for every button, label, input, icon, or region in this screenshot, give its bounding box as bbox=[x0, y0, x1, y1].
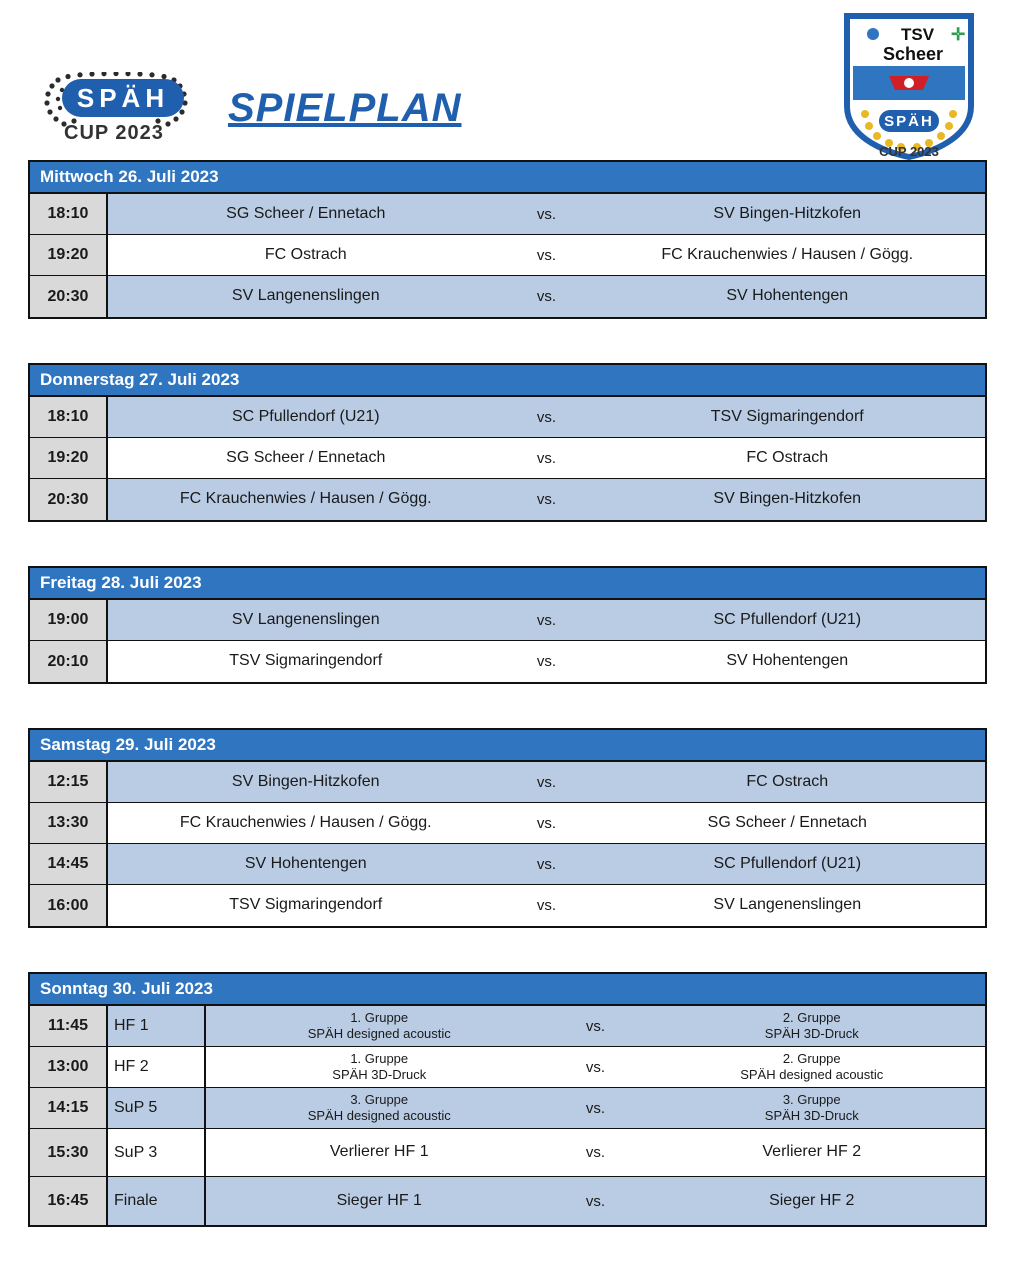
match-stage-label: SuP 3 bbox=[108, 1129, 206, 1176]
speah-cup-year: CUP 2023 bbox=[64, 122, 164, 144]
day-block-donnerstag bbox=[28, 363, 987, 522]
match-time: 18:10 bbox=[30, 194, 108, 234]
vs-label: vs. bbox=[553, 1006, 639, 1046]
table-row bbox=[30, 235, 985, 276]
match-stage-label: HF 1 bbox=[108, 1006, 206, 1046]
svg-text:TSV: TSV bbox=[901, 25, 935, 44]
home-team: TSV Sigmaringendorf bbox=[108, 641, 504, 682]
vs-label: vs. bbox=[504, 438, 590, 478]
table-row bbox=[30, 762, 985, 803]
table-row bbox=[30, 1177, 985, 1225]
away-team: TSV Sigmaringendorf bbox=[590, 397, 986, 437]
day-header: Mittwoch 26. Juli 2023 bbox=[30, 162, 985, 194]
away-team: SV Hohentengen bbox=[590, 276, 986, 317]
home-team: FC Krauchenwies / Hausen / Gögg. bbox=[108, 803, 504, 843]
home-team: SC Pfullendorf (U21) bbox=[108, 397, 504, 437]
vs-label: vs. bbox=[553, 1177, 639, 1225]
vs-label: vs. bbox=[504, 397, 590, 437]
vs-label: vs. bbox=[553, 1088, 639, 1128]
vs-label: vs. bbox=[504, 235, 590, 275]
away-team: SV Hohentengen bbox=[590, 641, 986, 682]
away-team: SV Bingen-Hitzkofen bbox=[590, 479, 986, 520]
speah-wordmark: SPÄH bbox=[62, 79, 184, 117]
tsv-scheer-crest-icon bbox=[843, 10, 975, 160]
away-team-line1: 2. Gruppe bbox=[782, 1050, 841, 1066]
day-block-freitag bbox=[28, 566, 987, 684]
home-team: FC Ostrach bbox=[108, 235, 504, 275]
away-team-line1: 2. Gruppe bbox=[782, 1009, 841, 1025]
table-row bbox=[30, 194, 985, 235]
vs-label: vs. bbox=[553, 1129, 639, 1176]
spacer bbox=[0, 684, 1015, 728]
home-team bbox=[206, 1047, 553, 1087]
day-block-mittwoch bbox=[28, 160, 987, 319]
home-team: SG Scheer / Ennetach bbox=[108, 194, 504, 234]
match-time: 19:20 bbox=[30, 235, 108, 275]
home-team: SV Bingen-Hitzkofen bbox=[108, 762, 504, 802]
home-team: SV Langenenslingen bbox=[108, 276, 504, 317]
vs-label: vs. bbox=[504, 885, 590, 926]
home-team-line1: 1. Gruppe bbox=[350, 1009, 409, 1025]
svg-text:Scheer: Scheer bbox=[883, 44, 944, 64]
home-team: SV Hohentengen bbox=[108, 844, 504, 884]
day-block-samstag bbox=[28, 728, 987, 928]
match-time: 14:15 bbox=[30, 1088, 108, 1128]
vs-label: vs. bbox=[504, 194, 590, 234]
home-team: SV Langenenslingen bbox=[108, 600, 504, 640]
home-team-line1: 1. Gruppe bbox=[350, 1050, 409, 1066]
away-team bbox=[639, 1047, 986, 1087]
match-time: 13:00 bbox=[30, 1047, 108, 1087]
table-row bbox=[30, 885, 985, 926]
match-time: 18:10 bbox=[30, 397, 108, 437]
home-team: TSV Sigmaringendorf bbox=[108, 885, 504, 926]
home-team-line1: 3. Gruppe bbox=[350, 1091, 409, 1107]
home-team-line2: SPÄH designed acoustic bbox=[307, 1108, 451, 1123]
match-time: 16:00 bbox=[30, 885, 108, 926]
match-stage-label: Finale bbox=[108, 1177, 206, 1225]
table-row bbox=[30, 1088, 985, 1129]
table-row bbox=[30, 1047, 985, 1088]
table-row bbox=[30, 1129, 985, 1177]
away-team-line2: SPÄH designed acoustic bbox=[740, 1067, 884, 1082]
table-row bbox=[30, 600, 985, 641]
table-row bbox=[30, 438, 985, 479]
home-team: FC Krauchenwies / Hausen / Gögg. bbox=[108, 479, 504, 520]
vs-label: vs. bbox=[504, 276, 590, 317]
home-team: Sieger HF 1 bbox=[206, 1177, 553, 1225]
day-header: Donnerstag 27. Juli 2023 bbox=[30, 365, 985, 397]
page-title: SPIELPLAN bbox=[228, 86, 462, 130]
match-time: 20:30 bbox=[30, 479, 108, 520]
day-block-sonntag bbox=[28, 972, 987, 1227]
away-team: SV Bingen-Hitzkofen bbox=[590, 194, 986, 234]
vs-label: vs. bbox=[504, 479, 590, 520]
vs-label: vs. bbox=[504, 762, 590, 802]
away-team-line2: SPÄH 3D-Druck bbox=[764, 1108, 859, 1123]
away-team: Verlierer HF 2 bbox=[639, 1129, 986, 1176]
match-time: 20:30 bbox=[30, 276, 108, 317]
match-time: 19:00 bbox=[30, 600, 108, 640]
away-team: SC Pfullendorf (U21) bbox=[590, 600, 986, 640]
home-team bbox=[206, 1006, 553, 1046]
table-row bbox=[30, 276, 985, 317]
home-team: SG Scheer / Ennetach bbox=[108, 438, 504, 478]
away-team: SG Scheer / Ennetach bbox=[590, 803, 986, 843]
vs-label: vs. bbox=[504, 600, 590, 640]
page-header bbox=[0, 0, 1015, 160]
match-stage-label: HF 2 bbox=[108, 1047, 206, 1087]
table-row bbox=[30, 641, 985, 682]
away-team: SC Pfullendorf (U21) bbox=[590, 844, 986, 884]
table-row bbox=[30, 803, 985, 844]
vs-label: vs. bbox=[504, 641, 590, 682]
away-team: SV Langenenslingen bbox=[590, 885, 986, 926]
away-team: FC Krauchenwies / Hausen / Gögg. bbox=[590, 235, 986, 275]
day-header: Sonntag 30. Juli 2023 bbox=[30, 974, 985, 1006]
away-team bbox=[639, 1088, 986, 1128]
svg-text:CUP 2023: CUP 2023 bbox=[879, 144, 939, 159]
table-row bbox=[30, 1006, 985, 1047]
match-time: 11:45 bbox=[30, 1006, 108, 1046]
home-team bbox=[206, 1088, 553, 1128]
day-header: Samstag 29. Juli 2023 bbox=[30, 730, 985, 762]
table-row bbox=[30, 479, 985, 520]
match-stage-label: SuP 5 bbox=[108, 1088, 206, 1128]
table-row bbox=[30, 844, 985, 885]
match-time: 19:20 bbox=[30, 438, 108, 478]
spacer bbox=[0, 319, 1015, 363]
away-team-line1: 3. Gruppe bbox=[782, 1091, 841, 1107]
home-team-line2: SPÄH 3D-Druck bbox=[332, 1067, 427, 1082]
vs-label: vs. bbox=[504, 803, 590, 843]
match-time: 20:10 bbox=[30, 641, 108, 682]
spacer bbox=[0, 522, 1015, 566]
match-time: 15:30 bbox=[30, 1129, 108, 1176]
table-row bbox=[30, 397, 985, 438]
away-team: Sieger HF 2 bbox=[639, 1177, 986, 1225]
match-time: 16:45 bbox=[30, 1177, 108, 1225]
speah-cup-logo bbox=[28, 72, 218, 150]
svg-text:✛: ✛ bbox=[951, 25, 966, 44]
vs-label: vs. bbox=[504, 844, 590, 884]
spacer bbox=[0, 928, 1015, 972]
home-team-line2: SPÄH designed acoustic bbox=[307, 1026, 451, 1041]
vs-label: vs. bbox=[553, 1047, 639, 1087]
away-team-line2: SPÄH 3D-Druck bbox=[764, 1026, 859, 1041]
away-team: FC Ostrach bbox=[590, 762, 986, 802]
match-time: 12:15 bbox=[30, 762, 108, 802]
away-team bbox=[639, 1006, 986, 1046]
home-team: Verlierer HF 1 bbox=[206, 1129, 553, 1176]
svg-text:SPÄH: SPÄH bbox=[884, 113, 934, 130]
away-team: FC Ostrach bbox=[590, 438, 986, 478]
match-time: 13:30 bbox=[30, 803, 108, 843]
day-header: Freitag 28. Juli 2023 bbox=[30, 568, 985, 600]
match-time: 14:45 bbox=[30, 844, 108, 884]
